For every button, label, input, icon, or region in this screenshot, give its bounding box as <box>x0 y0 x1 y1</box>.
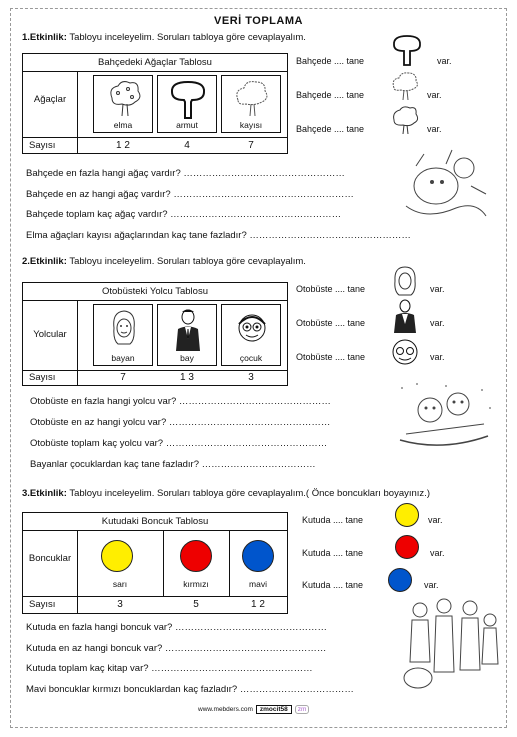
footer-code: zmocit58 <box>256 705 292 714</box>
tree-table <box>22 53 288 154</box>
tree-cell-elma <box>93 75 153 133</box>
bead-sentence-3: Kutuda .... tane <box>302 580 364 590</box>
tree-table-title: Bahçedeki Ağaçlar Tablosu <box>23 54 287 72</box>
bead-label-sari: sarı <box>112 579 128 589</box>
passenger-count-label: Sayısı <box>29 372 56 383</box>
tree-cell-kayisi <box>221 75 281 133</box>
passenger-question-1: Otobüste en fazla hangi yolcu var? ………………………………………… <box>30 396 331 407</box>
bead-question-1: Kutuda en fazla hangi boncuk var? ………………………………………… <box>26 622 327 633</box>
footer-site[interactable]: www.mebders.com <box>198 706 253 713</box>
activity1-number: 1.Etkinlik: <box>22 32 67 43</box>
passenger-cell-bayan <box>93 304 153 366</box>
tree-label-armut: armut <box>176 120 198 130</box>
page-title: VERİ TOPLAMA <box>214 15 303 27</box>
activity3-heading <box>22 488 430 499</box>
bead-count-sari: 3 <box>117 599 123 610</box>
tree-question-4: Elma ağaçları kayısı ağaçlarından kaç tane fazladır? …………………………………………… <box>26 230 411 241</box>
bead-label-kirmizi: kırmızı <box>183 579 209 589</box>
apple-tree-icon <box>104 78 144 118</box>
apricot-tree-icon <box>389 70 421 102</box>
tree-label-kayisi: kayısı <box>239 120 263 130</box>
footer-logo: zm <box>295 705 310 714</box>
tree-cell-armut <box>157 75 217 133</box>
bead-row-label: Boncuklar <box>28 553 72 564</box>
passenger-cell-cocuk <box>221 304 281 366</box>
passenger-row-label: Yolcular <box>33 329 67 340</box>
yellow-bead-icon <box>395 503 419 527</box>
bead-cell-sari <box>77 530 163 596</box>
bead-table-title: Kutudaki Boncuk Tablosu <box>23 513 287 531</box>
passenger-count-bay: 1 3 <box>180 372 194 383</box>
bead-sentence-2: Kutuda .... tane <box>302 548 364 558</box>
family-illustration <box>398 592 500 694</box>
footer <box>198 705 309 714</box>
woman-icon <box>108 308 140 350</box>
bead-question-2: Kutuda en az hangi boncuk var? …………………………………………… <box>26 643 327 654</box>
bead-sentence-3-suffix: var. <box>424 580 439 590</box>
bead-table <box>22 512 288 614</box>
passenger-label-bay: bay <box>180 353 194 363</box>
tree-sentence-3-suffix: var. <box>427 124 442 134</box>
man-icon <box>172 307 204 353</box>
tree-sentence-2-suffix: var. <box>427 90 442 100</box>
passenger-question-4: Bayanlar çocuklardan kaç tane fazladır? ……………………………… <box>30 459 316 470</box>
activity2-heading <box>22 256 306 267</box>
activity1-instruction: Tabloyu inceleyelim. Soruları tabloya göre cevaplayalım. <box>66 32 306 43</box>
passenger-sentence-2: Otobüste .... tane <box>296 318 366 328</box>
yellow-bead-icon <box>101 540 133 572</box>
bead-sentence-2-suffix: var. <box>430 548 445 558</box>
passenger-question-2: Otobüste en az hangi yolcu var? …………………………………………… <box>30 417 331 428</box>
blue-bead-icon <box>242 540 274 572</box>
activity3-number: 3.Etkinlik: <box>22 488 67 499</box>
blue-bead-icon <box>388 568 412 592</box>
child-icon <box>234 308 270 348</box>
passenger-sentence-1: Otobüste .... tane <box>296 284 366 294</box>
passenger-sentence-3: Otobüste .... tane <box>296 352 366 362</box>
bead-label-mavi: mavi <box>249 579 267 589</box>
tree-sentence-1: Bahçede .... tane <box>296 56 365 66</box>
pear-tree-icon <box>389 33 425 67</box>
cartoon-illustration <box>386 146 498 230</box>
tree-sentence-2: Bahçede .... tane <box>296 90 365 100</box>
bead-count-label: Sayısı <box>29 599 56 610</box>
bead-sentence-1: Kutuda .... tane <box>302 515 364 525</box>
tree-row-label: Ağaçlar <box>33 94 67 105</box>
passenger-cell-bay <box>157 304 217 366</box>
tree-question-2: Bahçede en az hangi ağaç vardır? ………………………………………………… <box>26 189 354 200</box>
passenger-label-bayan: bayan <box>111 353 135 363</box>
tree-count-kayisi: 7 <box>248 140 254 151</box>
tree-question-3: Bahçede toplam kaç ağaç vardır? ……………………………………………… <box>26 209 342 220</box>
bead-count-mavi: 1 2 <box>251 599 265 610</box>
passenger-sentence-1-suffix: var. <box>430 284 445 294</box>
apricot-tree-icon <box>232 78 272 118</box>
sled-illustration <box>392 378 500 460</box>
passenger-question-3: Otobüste toplam kaç yolcu var? …………………………………………… <box>30 438 328 449</box>
bead-question-3: Kutuda toplam kaç kitap var? …………………………………………… <box>26 663 313 674</box>
activity1-heading <box>22 32 306 43</box>
tree-count-armut: 4 <box>184 140 190 151</box>
bead-cell-kirmizi <box>163 530 229 596</box>
bead-count-kirmizi: 5 <box>193 599 199 610</box>
tree-count-elma: 1 2 <box>116 140 130 151</box>
apple-tree-icon <box>389 104 421 136</box>
activity2-instruction: Tabloyu inceleyelim. Soruları tabloya göre cevaplayalım. <box>66 256 306 267</box>
passenger-sentence-2-suffix: var. <box>430 318 445 328</box>
tree-count-label: Sayısı <box>29 140 56 151</box>
tree-sentence-3: Bahçede .... tane <box>296 124 365 134</box>
activity3-instruction: Tabloyu inceleyelim. Soruları tabloya göre cevaplayalım.( Önce boncukları boyayınız.) <box>66 488 430 499</box>
red-bead-icon <box>180 540 212 572</box>
passenger-count-cocuk: 3 <box>248 372 254 383</box>
man-icon <box>390 298 420 334</box>
passenger-label-cocuk: çocuk <box>239 353 263 363</box>
bead-cell-mavi <box>229 530 287 596</box>
tree-sentence-1-suffix: var. <box>437 56 452 66</box>
red-bead-icon <box>395 535 419 559</box>
passenger-table-title: Otobüsteki Yolcu Tablosu <box>23 283 287 301</box>
child-icon <box>388 334 422 368</box>
woman-icon <box>390 264 420 298</box>
passenger-table <box>22 282 288 386</box>
activity2-number: 2.Etkinlik: <box>22 256 67 267</box>
tree-label-elma: elma <box>113 120 133 130</box>
passenger-sentence-3-suffix: var. <box>430 352 445 362</box>
bead-question-4: Mavi boncuklar kırmızı boncuklardan kaç fazladır? ……………………………… <box>26 684 354 695</box>
pear-tree-icon <box>166 78 210 120</box>
tree-question-1: Bahçede en fazla hangi ağaç vardır? …………………………………………… <box>26 168 345 179</box>
passenger-count-bayan: 7 <box>120 372 126 383</box>
bead-sentence-1-suffix: var. <box>428 515 443 525</box>
